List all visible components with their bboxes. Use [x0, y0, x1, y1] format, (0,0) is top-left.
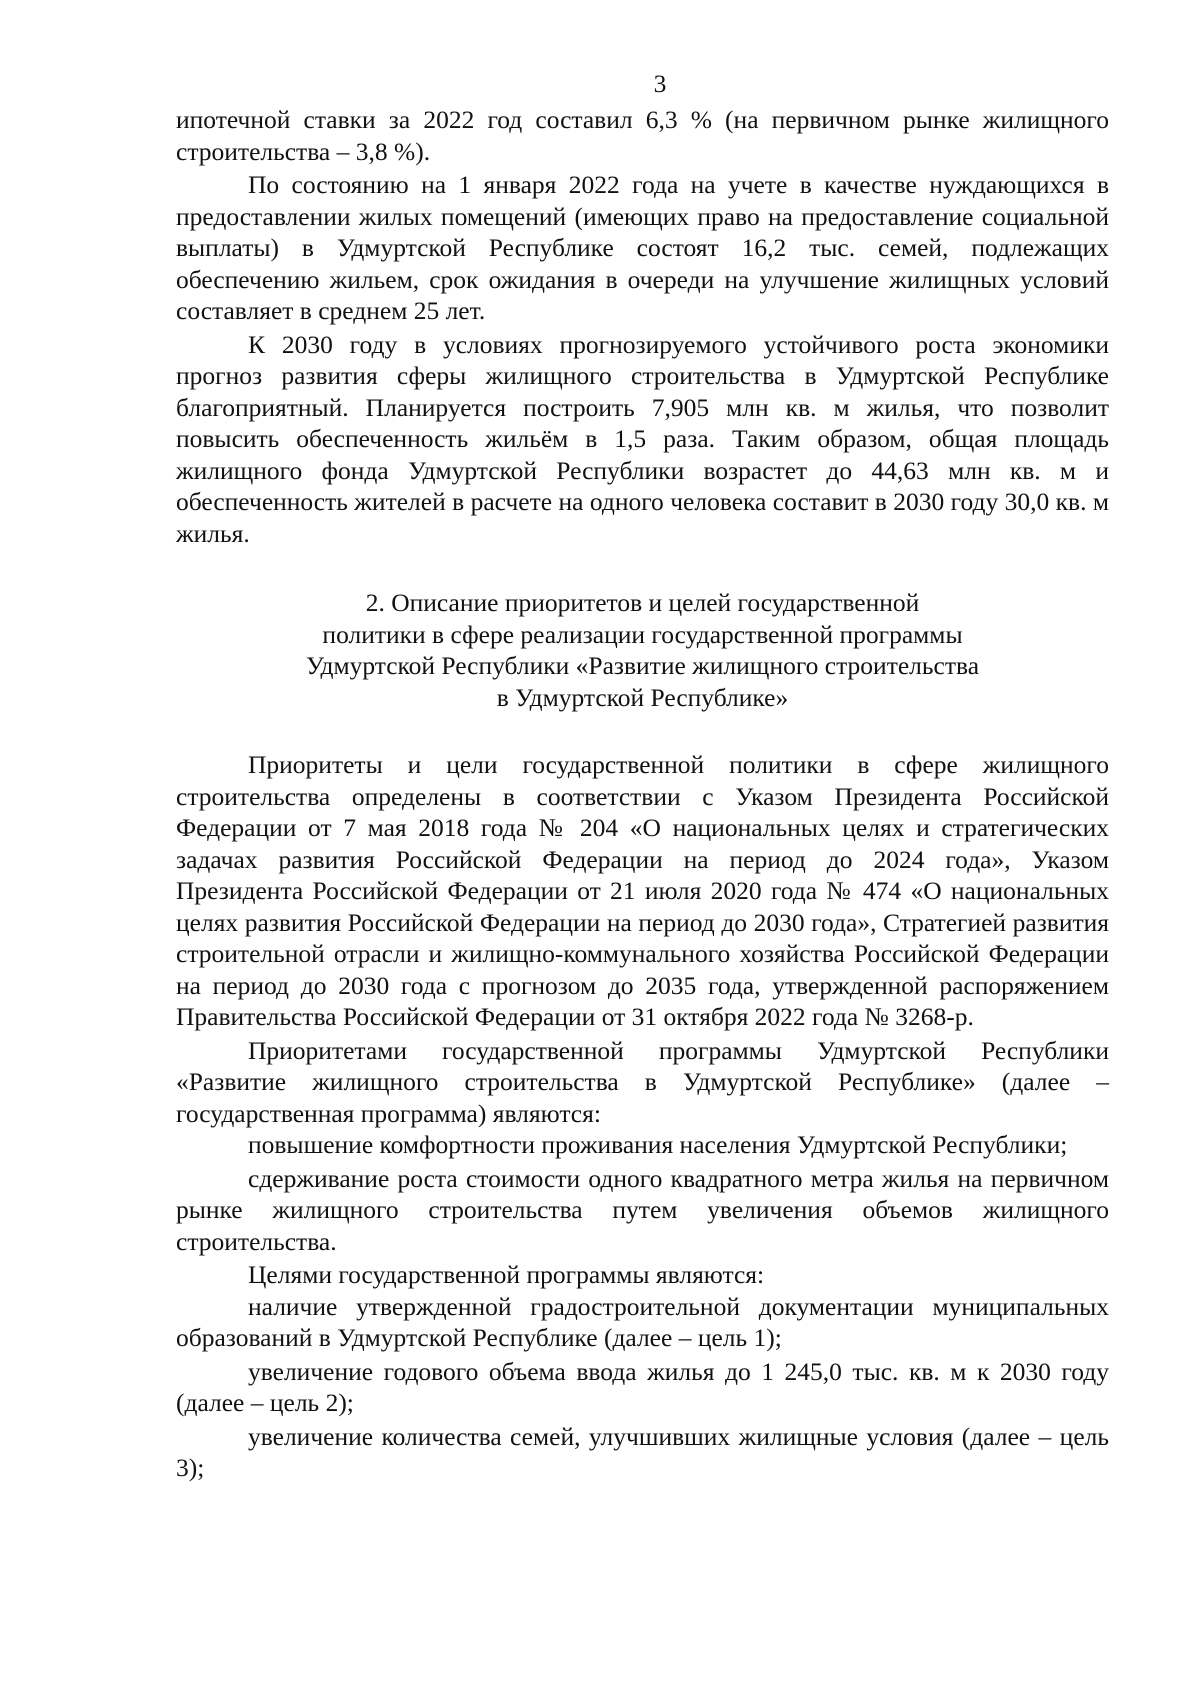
paragraph-intro-3: К 2030 году в условиях прогнозируемого устойчивого роста экономики прогноз развития сферы жилищного строительства в Удмуртской Республике благоприятный. Планируется построить 7,905 млн кв. м жилья, что позволит повысить обеспеченность жильём в 1,5 раза. Таким образом, общая площадь жилищного фонда Удмуртской Республики возрастет до 44,63 млн кв. м и обеспеченность жителей в расчете на одного человека составит в 2030 году 30,0 кв. м жилья.	[176, 329, 1109, 548]
section-heading-line: 2. Описание приоритетов и целей государственной	[365, 588, 920, 617]
paragraph-intro-1: ипотечной ставки за 2022 год составил 6,3 % (на первичном рынке жилищного строительства – 3,8 %).	[176, 105, 1109, 166]
paragraph-intro-2: По состоянию на 1 января 2022 года на учете в качестве нуждающихся в предоставлении жилых помещений (имеющих право на предоставление социальной выплаты) в Удмуртской Республике состоят 16,2 тыс. семей, подлежащих обеспечению жильем, срок ожидания в очереди на улучшение жилищных условий составляет в среднем 25 лет.	[176, 170, 1109, 325]
list-item-goal-2: увеличение годового объема ввода жилья до 1 245,0 тыс. кв. м к 2030 году (далее – цель 2);	[176, 1356, 1109, 1417]
document-body	[176, 104, 1109, 1484]
paragraph-priorities-basis: Приоритеты и цели государственной политики в сфере жилищного строительства определены в соответствии с Указом Президента Российской Федерации от 7 мая 2018 года № 204 «О национальных целях и стратегических задачах развития Российской Федерации на период до 2024 года», Указом Президента Российской Федерации от 21 июля 2020 года № 474 «О национальных целях развития Российской Федерации на период до 2030 года», Стратегией развития строительной отрасли и жилищно-коммунального хозяйства Российской Федерации на период до 2030 года с прогнозом до 2035 года, утвержденной распоряжением Правительства Российской Федерации от 31 октября 2022 года № 3268-р.	[176, 750, 1109, 1031]
list-item-priority-2: сдерживание роста стоимости одного квадратного метра жилья на первичном рынке жилищного строительства путем увеличения объемов жилищного строительства.	[176, 1163, 1109, 1256]
list-item-goal-3: увеличение количества семей, улучшивших жилищные условия (далее – цель 3);	[176, 1421, 1109, 1482]
list-item-goal-1: наличие утвержденной градостроительной документации муниципальных образований в Удмуртской Республике (далее – цель 1);	[176, 1291, 1109, 1352]
section-heading	[176, 587, 1109, 713]
page-number: 3	[653, 69, 667, 98]
section-heading-line: Удмуртской Республики «Развитие жилищного строительства	[305, 651, 980, 680]
list-item-priority-1: повышение комфортности проживания населения Удмуртской Республики;	[248, 1130, 1068, 1159]
paragraph-goals-intro: Целями государственной программы являются:	[248, 1260, 765, 1289]
paragraph-priorities-intro: Приоритетами государственной программы Удмуртской Республики «Развитие жилищного строительства в Удмуртской Республике» (далее – государственная программа) являются:	[176, 1035, 1109, 1128]
section-heading-line: политики в сфере реализации государственной программы	[322, 619, 963, 649]
section-heading-line: в Удмуртской Республике»	[496, 682, 789, 712]
